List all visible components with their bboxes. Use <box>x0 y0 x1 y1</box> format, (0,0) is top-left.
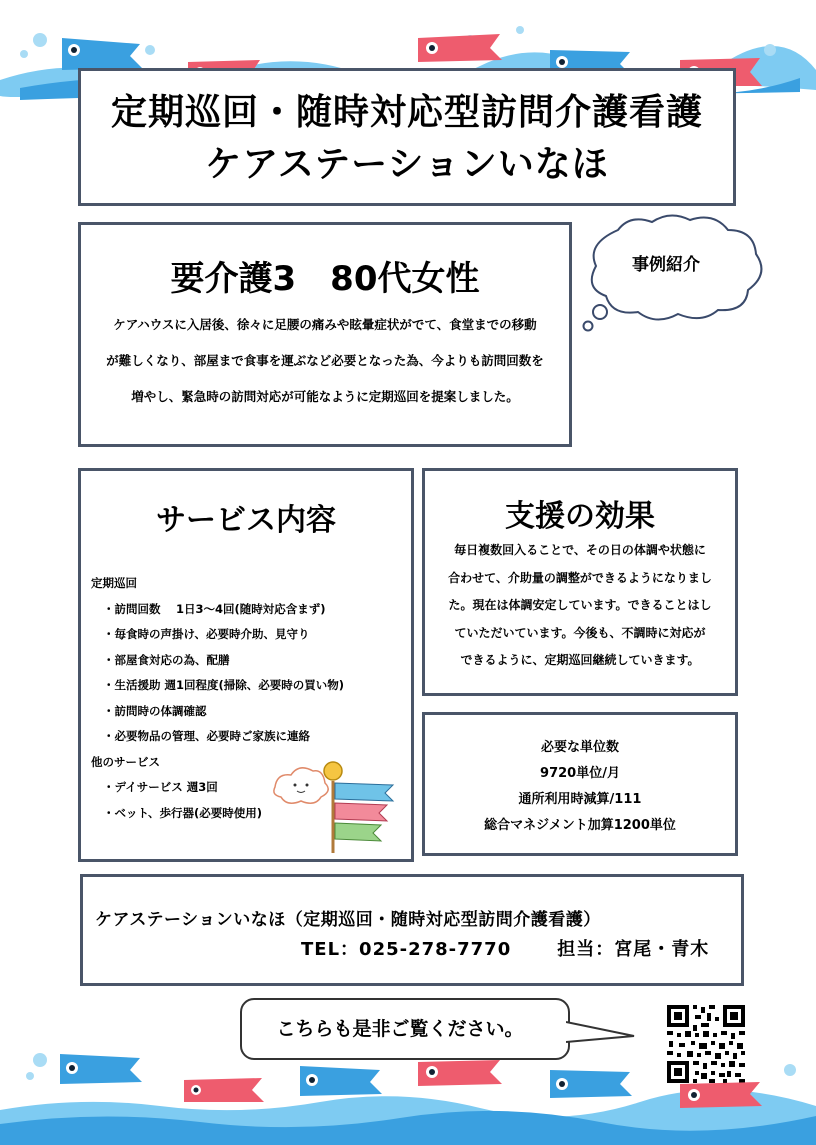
koinobori-blue-3 <box>60 1054 142 1084</box>
service-box <box>78 468 414 862</box>
koinobori-red-5 <box>418 1060 502 1086</box>
service-heading: サービス内容 <box>156 503 336 538</box>
contact-box <box>80 874 744 986</box>
koinobori-blue-4 <box>300 1066 382 1096</box>
koinobori-red-4 <box>184 1078 264 1102</box>
list-item: 他のサービス <box>91 754 160 769</box>
units-box <box>422 712 738 856</box>
title-box <box>78 68 736 206</box>
units-reduction: 通所利用時減算/111 <box>518 792 642 807</box>
list-item: ・訪問回数 1日3～4回(随時対応含まず) <box>103 601 326 616</box>
contact-name: ケアステーションいなほ（定期巡回・随時対応型訪問介護看護） <box>95 910 601 930</box>
contact-person: 担当：宮尾・青木 <box>557 939 710 960</box>
koinobori-pole-illustration <box>271 757 401 853</box>
case-tag: 事例紹介 <box>632 255 700 275</box>
list-item: ・訪問時の体調確認 <box>103 703 207 718</box>
effect-body <box>425 537 735 675</box>
list-item: ・毎食時の声掛け、必要時介助、見守り <box>103 627 310 641</box>
effect-body-line: ていただいています。今後も、不調時に対応が <box>454 625 706 640</box>
koinobori-bottom-decoration <box>0 1040 816 1145</box>
title-line-1: 定期巡回・随時対応型訪問介護看護 <box>110 92 703 133</box>
list-item: ・ベット、歩行器(必要時使用) <box>103 805 262 820</box>
list-item: 定期巡回 <box>91 576 137 590</box>
units-monthly: 9720単位/月 <box>540 766 620 781</box>
units-addition: 総合マネジメント加算1200単位 <box>484 818 676 833</box>
effect-body-line: 合わせて、介助量の調整ができるようになりまし <box>448 570 712 585</box>
case-heading: 要介護3 80代女性 <box>170 259 480 299</box>
case-box <box>78 222 572 447</box>
list-item: ・部屋食対応の為、配膳 <box>103 652 230 667</box>
cta-text: こちらも是非ご覧ください。 <box>276 1018 524 1040</box>
case-body-line: が難しくなり、部屋まで食事を運ぶなど必要となった為、今よりも訪問回数を <box>106 353 544 368</box>
case-body <box>81 307 569 415</box>
koinobori-red-2 <box>418 34 502 62</box>
effect-heading: 支援の効果 <box>505 499 655 534</box>
koinobori-red-6 <box>680 1082 762 1108</box>
contact-tel[interactable]: TEL：025-278-7770 <box>301 939 512 960</box>
effect-box <box>422 468 738 696</box>
list-item: ・生活援助 週1回程度(掃除、必要時の買い物) <box>103 678 345 692</box>
contact-line <box>301 935 709 961</box>
title-line-2: ケアステーションいなほ <box>205 144 609 185</box>
units-label: 必要な単位数 <box>540 740 619 755</box>
koinobori-blue-1 <box>62 38 142 70</box>
case-body-line: ケアハウスに入居後、徐々に足腰の痛みや眩暈症状がでて、食堂までの移動 <box>113 317 537 332</box>
effect-body-line: 毎日複数回入ることで、その日の体調や状態に <box>454 543 706 557</box>
effect-body-line: できるように、定期巡回継続していきます。 <box>460 653 700 667</box>
effect-body-line: た。現在は体調安定しています。できることはし <box>448 598 712 612</box>
koinobori-blue-5 <box>550 1070 632 1098</box>
thought-cloud-icon <box>578 210 770 340</box>
list-item: ・デイサービス 週3回 <box>103 780 218 794</box>
case-body-line: 増やし、緊急時の訪問対応が可能なように定期巡回を提案しました。 <box>131 389 519 404</box>
list-item: ・必要物品の管理、必要時ご家族に連絡 <box>103 729 310 743</box>
